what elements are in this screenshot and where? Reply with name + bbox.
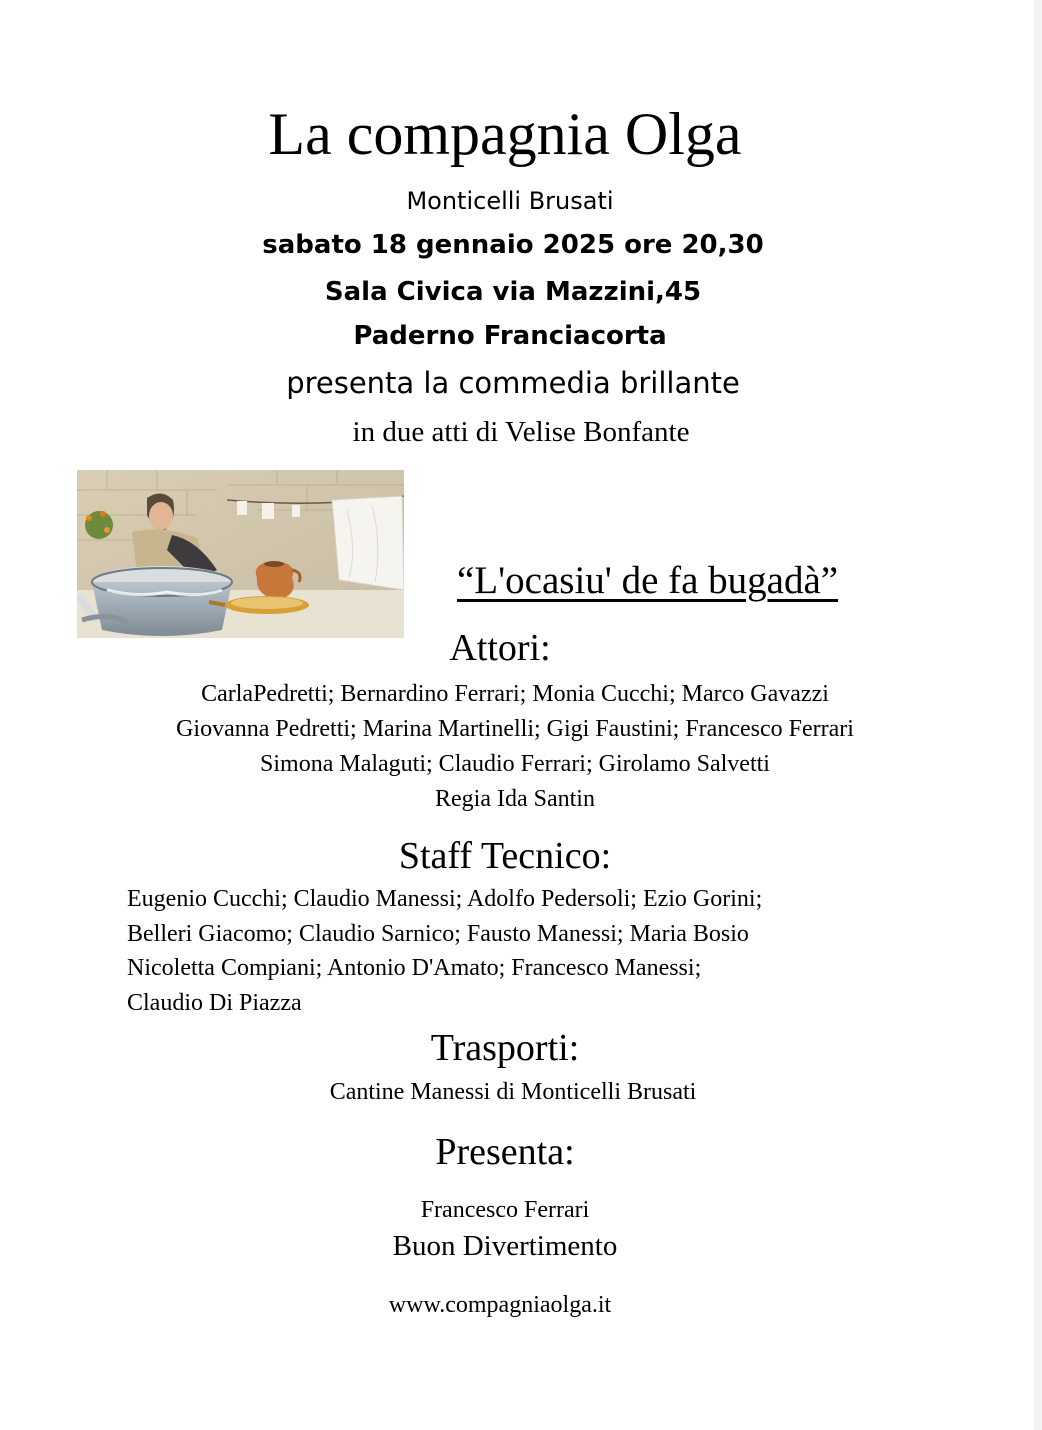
company-town: Monticelli Brusati: [406, 187, 614, 215]
event-date-time: sabato 18 gennaio 2025 ore 20,30: [262, 230, 764, 260]
presenta-heading: Presenta:: [435, 1131, 575, 1173]
washerwoman-illustration: [77, 470, 404, 638]
trasporti-text: Cantine Manessi di Monticelli Brusati: [329, 1079, 697, 1105]
list-item: Nicoletta Compiani; Antonio D'Amato; Francesco Manessi;: [127, 955, 702, 981]
play-title: “L'ocasiu' de fa bugadà”: [457, 559, 839, 602]
list-item: Claudio Di Piazza: [127, 989, 302, 1016]
list-item: Simona Malaguti; Claudio Ferrari; Girolamo Salvetti: [260, 751, 770, 777]
attori-heading: Attori:: [449, 627, 551, 669]
author-line: in due atti di Velise Bonfante: [352, 416, 690, 448]
presents-line: presenta la commedia brillante: [286, 366, 740, 400]
list-item: Regia Ida Santin: [435, 786, 595, 812]
staff-heading: Staff Tecnico:: [398, 835, 612, 877]
poster-title: La compagnia Olga: [268, 101, 742, 167]
list-item: Belleri Giacomo; Claudio Sarnico; Fausto Manessi; Maria Bosio: [127, 920, 749, 947]
list-item: Giovanna Pedretti; Marina Martinelli; Gigi Faustini; Francesco Ferrari: [176, 716, 854, 742]
event-venue: Sala Civica via Mazzini,45: [324, 277, 702, 307]
website-text: www.compagniaolga.it: [388, 1292, 612, 1318]
list-item: CarlaPedretti; Bernardino Ferrari; Monia Cucchi; Marco Gavazzi: [201, 681, 829, 707]
trasporti-heading: Trasporti:: [430, 1027, 580, 1069]
page-edge: [1034, 0, 1042, 1430]
list-item: Eugenio Cucchi; Claudio Manessi; Adolfo Pedersoli; Ezio Gorini;: [127, 886, 763, 912]
closing-message: Buon Divertimento: [392, 1230, 618, 1262]
staff-list: [127, 882, 762, 1020]
event-city: Paderno Franciacorta: [353, 321, 667, 351]
presenter-name: Francesco Ferrari: [420, 1197, 590, 1223]
attori-list: [0, 677, 1030, 817]
